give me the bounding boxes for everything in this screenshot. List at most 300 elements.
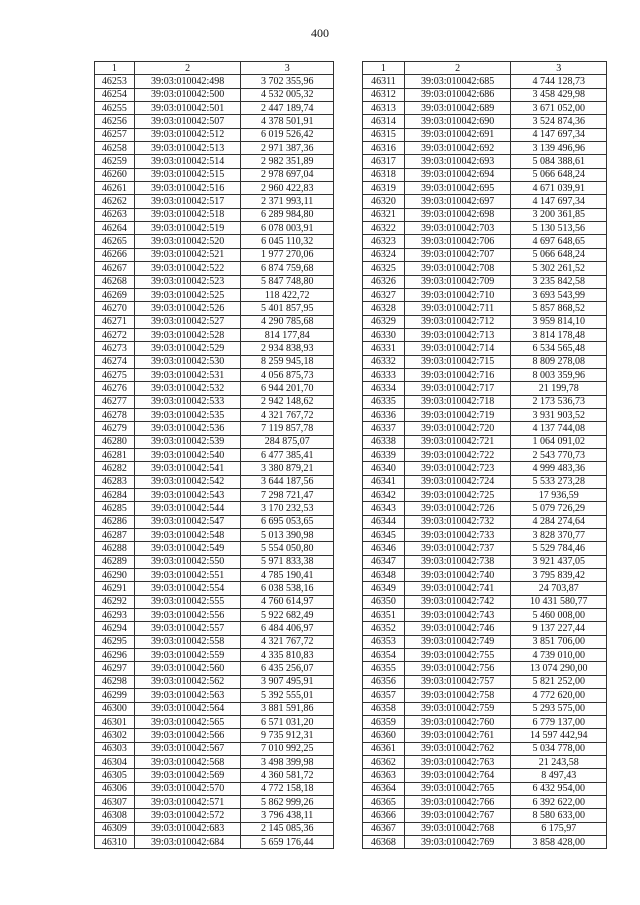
row-number-cell: 46276: [95, 382, 135, 395]
cadastral-number-cell: 39:03:010042:703: [404, 222, 511, 235]
cadastral-number-cell: 39:03:010042:760: [404, 715, 511, 728]
row-number-cell: 46257: [95, 128, 135, 141]
table-row: [95, 368, 334, 381]
table-row: [363, 155, 607, 168]
cadastral-value-cell: 4 360 581,72: [241, 769, 334, 782]
row-number-cell: 46356: [363, 675, 405, 688]
cadastral-value-cell: 6 432 954,00: [511, 782, 607, 795]
row-number-cell: 46353: [363, 635, 405, 648]
cadastral-value-cell: 6 019 526,42: [241, 128, 334, 141]
cadastral-value-cell: 4 697 648,65: [511, 235, 607, 248]
table-row: [363, 582, 607, 595]
cadastral-number-cell: 39:03:010042:558: [134, 635, 241, 648]
row-number-cell: 46317: [363, 155, 405, 168]
cadastral-number-cell: 39:03:010042:764: [404, 769, 511, 782]
row-number-cell: 46273: [95, 342, 135, 355]
row-number-cell: 46274: [95, 355, 135, 368]
table-row: [95, 635, 334, 648]
column-header-value: 3: [241, 62, 334, 75]
cadastral-number-cell: 39:03:010042:726: [404, 502, 511, 515]
cadastral-value-cell: 4 147 697,34: [511, 128, 607, 141]
row-number-cell: 46269: [95, 288, 135, 301]
table-row: [95, 729, 334, 742]
cadastral-value-cell: 4 147 697,34: [511, 195, 607, 208]
row-number-cell: 46339: [363, 448, 405, 461]
table-row: [363, 769, 607, 782]
cadastral-value-cell: 4 744 128,73: [511, 75, 607, 88]
cadastral-value-cell: 814 177,84: [241, 328, 334, 341]
cadastral-number-cell: 39:03:010042:567: [134, 742, 241, 755]
table-row: [95, 115, 334, 128]
table-row: [95, 128, 334, 141]
page-number: 400: [311, 26, 329, 40]
row-number-cell: 46277: [95, 395, 135, 408]
row-number-cell: 46367: [363, 822, 405, 835]
row-number-cell: 46270: [95, 302, 135, 315]
row-number-cell: 46326: [363, 275, 405, 288]
table-row: [95, 702, 334, 715]
table-row: [95, 809, 334, 822]
cadastral-value-cell: 5 034 778,00: [511, 742, 607, 755]
row-number-cell: 46284: [95, 489, 135, 502]
cadastral-number-cell: 39:03:010042:689: [404, 102, 511, 115]
cadastral-value-cell: 6 484 406,97: [241, 622, 334, 635]
column-header-number: 1: [95, 62, 135, 75]
cadastral-number-cell: 39:03:010042:725: [404, 489, 511, 502]
cadastral-value-cell: 2 543 770,73: [511, 448, 607, 461]
table-row: [95, 328, 334, 341]
cadastral-number-cell: 39:03:010042:765: [404, 782, 511, 795]
row-number-cell: 46363: [363, 769, 405, 782]
cadastral-number-cell: 39:03:010042:570: [134, 782, 241, 795]
table-row: [363, 609, 607, 622]
table-row: [363, 288, 607, 301]
row-number-cell: 46267: [95, 262, 135, 275]
table-row: [363, 595, 607, 608]
row-number-cell: 46341: [363, 475, 405, 488]
cadastral-value-cell: 2 971 387,36: [241, 142, 334, 155]
row-number-cell: 46283: [95, 475, 135, 488]
cadastral-number-cell: 39:03:010042:724: [404, 475, 511, 488]
table-row: [363, 302, 607, 315]
cadastral-number-cell: 39:03:010042:755: [404, 649, 511, 662]
cadastral-number-cell: 39:03:010042:720: [404, 422, 511, 435]
cadastral-value-cell: 4 772 620,00: [511, 689, 607, 702]
cadastral-number-cell: 39:03:010042:547: [134, 515, 241, 528]
cadastral-value-cell: 2 447 189,74: [241, 102, 334, 115]
cadastral-number-cell: 39:03:010042:719: [404, 408, 511, 421]
table-row: [95, 88, 334, 101]
row-number-cell: 46282: [95, 462, 135, 475]
row-number-cell: 46294: [95, 622, 135, 635]
table-row: [95, 302, 334, 315]
cadastral-value-cell: 8 580 633,00: [511, 809, 607, 822]
cadastral-number-cell: 39:03:010042:519: [134, 222, 241, 235]
cadastral-value-cell: 284 875,07: [241, 435, 334, 448]
cadastral-value-cell: 5 013 390,98: [241, 529, 334, 542]
cadastral-number-cell: 39:03:010042:707: [404, 248, 511, 261]
cadastral-value-cell: 3 858 428,00: [511, 835, 607, 848]
row-number-cell: 46309: [95, 822, 135, 835]
table-row: [95, 222, 334, 235]
cadastral-value-cell: 4 321 767,72: [241, 408, 334, 421]
row-number-cell: 46359: [363, 715, 405, 728]
cadastral-number-cell: 39:03:010042:528: [134, 328, 241, 341]
cadastral-value-cell: 5 554 050,80: [241, 542, 334, 555]
cadastral-value-cell: 5 079 726,29: [511, 502, 607, 515]
cadastral-value-cell: 3 139 496,96: [511, 142, 607, 155]
cadastral-value-cell: 6 435 256,07: [241, 662, 334, 675]
cadastral-number-cell: 39:03:010042:698: [404, 208, 511, 221]
cadastral-number-cell: 39:03:010042:715: [404, 355, 511, 368]
row-number-cell: 46368: [363, 835, 405, 848]
cadastral-value-cell: 4 999 483,36: [511, 462, 607, 475]
cadastral-value-cell: 2 145 085,36: [241, 822, 334, 835]
table-row: [95, 835, 334, 848]
row-number-cell: 46333: [363, 368, 405, 381]
row-number-cell: 46334: [363, 382, 405, 395]
cadastral-number-cell: 39:03:010042:551: [134, 569, 241, 582]
row-number-cell: 46289: [95, 555, 135, 568]
table-row: [95, 715, 334, 728]
row-number-cell: 46328: [363, 302, 405, 315]
table-row: [363, 462, 607, 475]
cadastral-value-cell: 1 064 091,02: [511, 435, 607, 448]
table-row: [95, 755, 334, 768]
cadastral-value-cell: 3 881 591,86: [241, 702, 334, 715]
cadastral-value-cell: 2 173 536,73: [511, 395, 607, 408]
table-row: [95, 315, 334, 328]
cadastral-table-right: [362, 61, 607, 849]
table-row: [363, 88, 607, 101]
cadastral-number-cell: 39:03:010042:529: [134, 342, 241, 355]
row-number-cell: 46342: [363, 489, 405, 502]
cadastral-number-cell: 39:03:010042:710: [404, 288, 511, 301]
cadastral-value-cell: 8 497,43: [511, 769, 607, 782]
table-row: [363, 315, 607, 328]
row-number-cell: 46350: [363, 595, 405, 608]
row-number-cell: 46312: [363, 88, 405, 101]
cadastral-number-cell: 39:03:010042:733: [404, 529, 511, 542]
cadastral-number-cell: 39:03:010042:501: [134, 102, 241, 115]
table-row: [363, 75, 607, 88]
table-row: [363, 515, 607, 528]
cadastral-number-cell: 39:03:010042:746: [404, 622, 511, 635]
table-row: [363, 208, 607, 221]
cadastral-value-cell: 24 703,87: [511, 582, 607, 595]
row-number-cell: 46293: [95, 609, 135, 622]
row-number-cell: 46299: [95, 689, 135, 702]
table-row: [363, 795, 607, 808]
cadastral-number-cell: 39:03:010042:544: [134, 502, 241, 515]
cadastral-number-cell: 39:03:010042:512: [134, 128, 241, 141]
table-row: [95, 475, 334, 488]
cadastral-number-cell: 39:03:010042:564: [134, 702, 241, 715]
cadastral-number-cell: 39:03:010042:709: [404, 275, 511, 288]
row-number-cell: 46354: [363, 649, 405, 662]
cadastral-value-cell: 4 671 039,91: [511, 182, 607, 195]
table-row: [95, 595, 334, 608]
row-number-cell: 46344: [363, 515, 405, 528]
cadastral-value-cell: 3 796 438,11: [241, 809, 334, 822]
cadastral-number-cell: 39:03:010042:717: [404, 382, 511, 395]
cadastral-number-cell: 39:03:010042:740: [404, 569, 511, 582]
table-row: [95, 275, 334, 288]
cadastral-number-cell: 39:03:010042:761: [404, 729, 511, 742]
cadastral-number-cell: 39:03:010042:693: [404, 155, 511, 168]
cadastral-value-cell: 4 785 190,41: [241, 569, 334, 582]
table-row: [95, 555, 334, 568]
table-row: [95, 662, 334, 675]
cadastral-value-cell: 7 010 992,25: [241, 742, 334, 755]
cadastral-value-cell: 3 200 361,85: [511, 208, 607, 221]
cadastral-number-cell: 39:03:010042:697: [404, 195, 511, 208]
table-row: [95, 168, 334, 181]
cadastral-value-cell: 6 944 201,70: [241, 382, 334, 395]
row-number-cell: 46263: [95, 208, 135, 221]
row-number-cell: 46262: [95, 195, 135, 208]
row-number-cell: 46305: [95, 769, 135, 782]
table-row: [95, 288, 334, 301]
cadastral-number-cell: 39:03:010042:757: [404, 675, 511, 688]
row-number-cell: 46296: [95, 649, 135, 662]
cadastral-number-cell: 39:03:010042:741: [404, 582, 511, 595]
row-number-cell: 46329: [363, 315, 405, 328]
cadastral-value-cell: 3 458 429,98: [511, 88, 607, 101]
cadastral-value-cell: 5 293 575,00: [511, 702, 607, 715]
cadastral-value-cell: 3 498 399,98: [241, 755, 334, 768]
cadastral-value-cell: 4 378 501,91: [241, 115, 334, 128]
cadastral-number-cell: 39:03:010042:532: [134, 382, 241, 395]
cadastral-value-cell: 6 289 984,80: [241, 208, 334, 221]
cadastral-number-cell: 39:03:010042:716: [404, 368, 511, 381]
cadastral-number-cell: 39:03:010042:766: [404, 795, 511, 808]
cadastral-value-cell: 5 862 999,26: [241, 795, 334, 808]
row-number-cell: 46281: [95, 448, 135, 461]
table-row: [363, 635, 607, 648]
cadastral-number-cell: 39:03:010042:571: [134, 795, 241, 808]
cadastral-number-cell: 39:03:010042:738: [404, 555, 511, 568]
row-number-cell: 46316: [363, 142, 405, 155]
cadastral-number-cell: 39:03:010042:522: [134, 262, 241, 275]
table-row: [363, 809, 607, 822]
row-number-cell: 46291: [95, 582, 135, 595]
cadastral-value-cell: 9 735 912,31: [241, 729, 334, 742]
cadastral-number-cell: 39:03:010042:542: [134, 475, 241, 488]
table-row: [363, 822, 607, 835]
table-row: [363, 782, 607, 795]
cadastral-value-cell: 5 922 682,49: [241, 609, 334, 622]
table-row: [95, 822, 334, 835]
table-row: [95, 142, 334, 155]
table-row: [363, 395, 607, 408]
cadastral-number-cell: 39:03:010042:560: [134, 662, 241, 675]
cadastral-value-cell: 9 137 227,44: [511, 622, 607, 635]
cadastral-number-cell: 39:03:010042:737: [404, 542, 511, 555]
table-row: [363, 529, 607, 542]
cadastral-number-cell: 39:03:010042:763: [404, 755, 511, 768]
table-row: [363, 102, 607, 115]
cadastral-number-cell: 39:03:010042:743: [404, 609, 511, 622]
cadastral-value-cell: 4 056 875,73: [241, 368, 334, 381]
table-row: [363, 569, 607, 582]
cadastral-value-cell: 5 130 513,56: [511, 222, 607, 235]
table-row: [95, 582, 334, 595]
cadastral-number-cell: 39:03:010042:535: [134, 408, 241, 421]
table-row: [95, 182, 334, 195]
row-number-cell: 46314: [363, 115, 405, 128]
row-number-cell: 46253: [95, 75, 135, 88]
row-number-cell: 46286: [95, 515, 135, 528]
cadastral-value-cell: 5 084 388,61: [511, 155, 607, 168]
cadastral-value-cell: 5 847 748,80: [241, 275, 334, 288]
cadastral-value-cell: 6 534 565,48: [511, 342, 607, 355]
cadastral-number-cell: 39:03:010042:684: [134, 835, 241, 848]
row-number-cell: 46306: [95, 782, 135, 795]
cadastral-value-cell: 6 045 110,32: [241, 235, 334, 248]
cadastral-value-cell: 3 380 879,21: [241, 462, 334, 475]
cadastral-number-cell: 39:03:010042:713: [404, 328, 511, 341]
cadastral-number-cell: 39:03:010042:767: [404, 809, 511, 822]
row-number-cell: 46322: [363, 222, 405, 235]
cadastral-value-cell: 3 524 874,36: [511, 115, 607, 128]
row-number-cell: 46290: [95, 569, 135, 582]
cadastral-value-cell: 6 571 031,20: [241, 715, 334, 728]
table-row: [363, 368, 607, 381]
cadastral-number-cell: 39:03:010042:723: [404, 462, 511, 475]
cadastral-value-cell: 2 982 351,89: [241, 155, 334, 168]
row-number-cell: 46254: [95, 88, 135, 101]
cadastral-number-cell: 39:03:010042:517: [134, 195, 241, 208]
cadastral-value-cell: 17 936,59: [511, 489, 607, 502]
table-row: [363, 755, 607, 768]
table-row: [95, 408, 334, 421]
row-number-cell: 46358: [363, 702, 405, 715]
cadastral-number-cell: 39:03:010042:539: [134, 435, 241, 448]
cadastral-number-cell: 39:03:010042:555: [134, 595, 241, 608]
cadastral-number-cell: 39:03:010042:692: [404, 142, 511, 155]
cadastral-number-cell: 39:03:010042:708: [404, 262, 511, 275]
cadastral-number-cell: 39:03:010042:691: [404, 128, 511, 141]
row-number-cell: 46349: [363, 582, 405, 595]
cadastral-number-cell: 39:03:010042:566: [134, 729, 241, 742]
row-number-cell: 46330: [363, 328, 405, 341]
cadastral-value-cell: 6 038 538,16: [241, 582, 334, 595]
cadastral-value-cell: 3 907 495,91: [241, 675, 334, 688]
cadastral-value-cell: 3 959 814,10: [511, 315, 607, 328]
cadastral-value-cell: 4 532 005,32: [241, 88, 334, 101]
row-number-cell: 46355: [363, 662, 405, 675]
row-number-cell: 46313: [363, 102, 405, 115]
table-header-row: [363, 62, 607, 75]
row-number-cell: 46268: [95, 275, 135, 288]
cadastral-number-cell: 39:03:010042:523: [134, 275, 241, 288]
row-number-cell: 46285: [95, 502, 135, 515]
cadastral-number-cell: 39:03:010042:530: [134, 355, 241, 368]
row-number-cell: 46315: [363, 128, 405, 141]
table-row: [363, 689, 607, 702]
cadastral-number-cell: 39:03:010042:565: [134, 715, 241, 728]
cadastral-value-cell: 5 857 868,52: [511, 302, 607, 315]
row-number-cell: 46336: [363, 408, 405, 421]
row-number-cell: 46280: [95, 435, 135, 448]
cadastral-value-cell: 2 942 148,62: [241, 395, 334, 408]
cadastral-value-cell: 3 931 903,52: [511, 408, 607, 421]
cadastral-number-cell: 39:03:010042:758: [404, 689, 511, 702]
row-number-cell: 46337: [363, 422, 405, 435]
cadastral-number-cell: 39:03:010042:686: [404, 88, 511, 101]
cadastral-value-cell: 21 243,58: [511, 755, 607, 768]
cadastral-value-cell: 6 779 137,00: [511, 715, 607, 728]
cadastral-number-cell: 39:03:010042:526: [134, 302, 241, 315]
cadastral-number-cell: 39:03:010042:718: [404, 395, 511, 408]
table-row: [95, 489, 334, 502]
cadastral-number-cell: 39:03:010042:556: [134, 609, 241, 622]
table-row: [363, 649, 607, 662]
cadastral-number-cell: 39:03:010042:500: [134, 88, 241, 101]
table-row: [363, 142, 607, 155]
cadastral-number-cell: 39:03:010042:683: [134, 822, 241, 835]
table-row: [95, 529, 334, 542]
table-row: [95, 75, 334, 88]
table-row: [363, 435, 607, 448]
table-row: [363, 195, 607, 208]
table-row: [95, 382, 334, 395]
table-row: [363, 235, 607, 248]
cadastral-number-cell: 39:03:010042:541: [134, 462, 241, 475]
column-header-number: 1: [363, 62, 405, 75]
table-row: [95, 769, 334, 782]
cadastral-value-cell: 6 874 759,68: [241, 262, 334, 275]
cadastral-number-cell: 39:03:010042:563: [134, 689, 241, 702]
table-row: [363, 742, 607, 755]
row-number-cell: 46346: [363, 542, 405, 555]
row-number-cell: 46321: [363, 208, 405, 221]
row-number-cell: 46360: [363, 729, 405, 742]
cadastral-number-cell: 39:03:010042:568: [134, 755, 241, 768]
cadastral-value-cell: 2 978 697,04: [241, 168, 334, 181]
cadastral-number-cell: 39:03:010042:711: [404, 302, 511, 315]
row-number-cell: 46365: [363, 795, 405, 808]
row-number-cell: 46301: [95, 715, 135, 728]
row-number-cell: 46311: [363, 75, 405, 88]
cadastral-value-cell: 6 078 003,91: [241, 222, 334, 235]
row-number-cell: 46320: [363, 195, 405, 208]
table-row: [95, 515, 334, 528]
cadastral-value-cell: 5 066 648,24: [511, 168, 607, 181]
table-row: [363, 128, 607, 141]
row-number-cell: 46357: [363, 689, 405, 702]
row-number-cell: 46259: [95, 155, 135, 168]
cadastral-number-cell: 39:03:010042:543: [134, 489, 241, 502]
table-row: [95, 542, 334, 555]
cadastral-number-cell: 39:03:010042:533: [134, 395, 241, 408]
cadastral-value-cell: 21 199,78: [511, 382, 607, 395]
cadastral-value-cell: 2 960 422,83: [241, 182, 334, 195]
cadastral-number-cell: 39:03:010042:513: [134, 142, 241, 155]
row-number-cell: 46292: [95, 595, 135, 608]
table-row: [95, 742, 334, 755]
cadastral-value-cell: 3 693 543,99: [511, 288, 607, 301]
row-number-cell: 46364: [363, 782, 405, 795]
cadastral-number-cell: 39:03:010042:536: [134, 422, 241, 435]
row-number-cell: 46331: [363, 342, 405, 355]
row-number-cell: 46310: [95, 835, 135, 848]
cadastral-number-cell: 39:03:010042:520: [134, 235, 241, 248]
row-number-cell: 46307: [95, 795, 135, 808]
row-number-cell: 46271: [95, 315, 135, 328]
table-header-row: [95, 62, 334, 75]
